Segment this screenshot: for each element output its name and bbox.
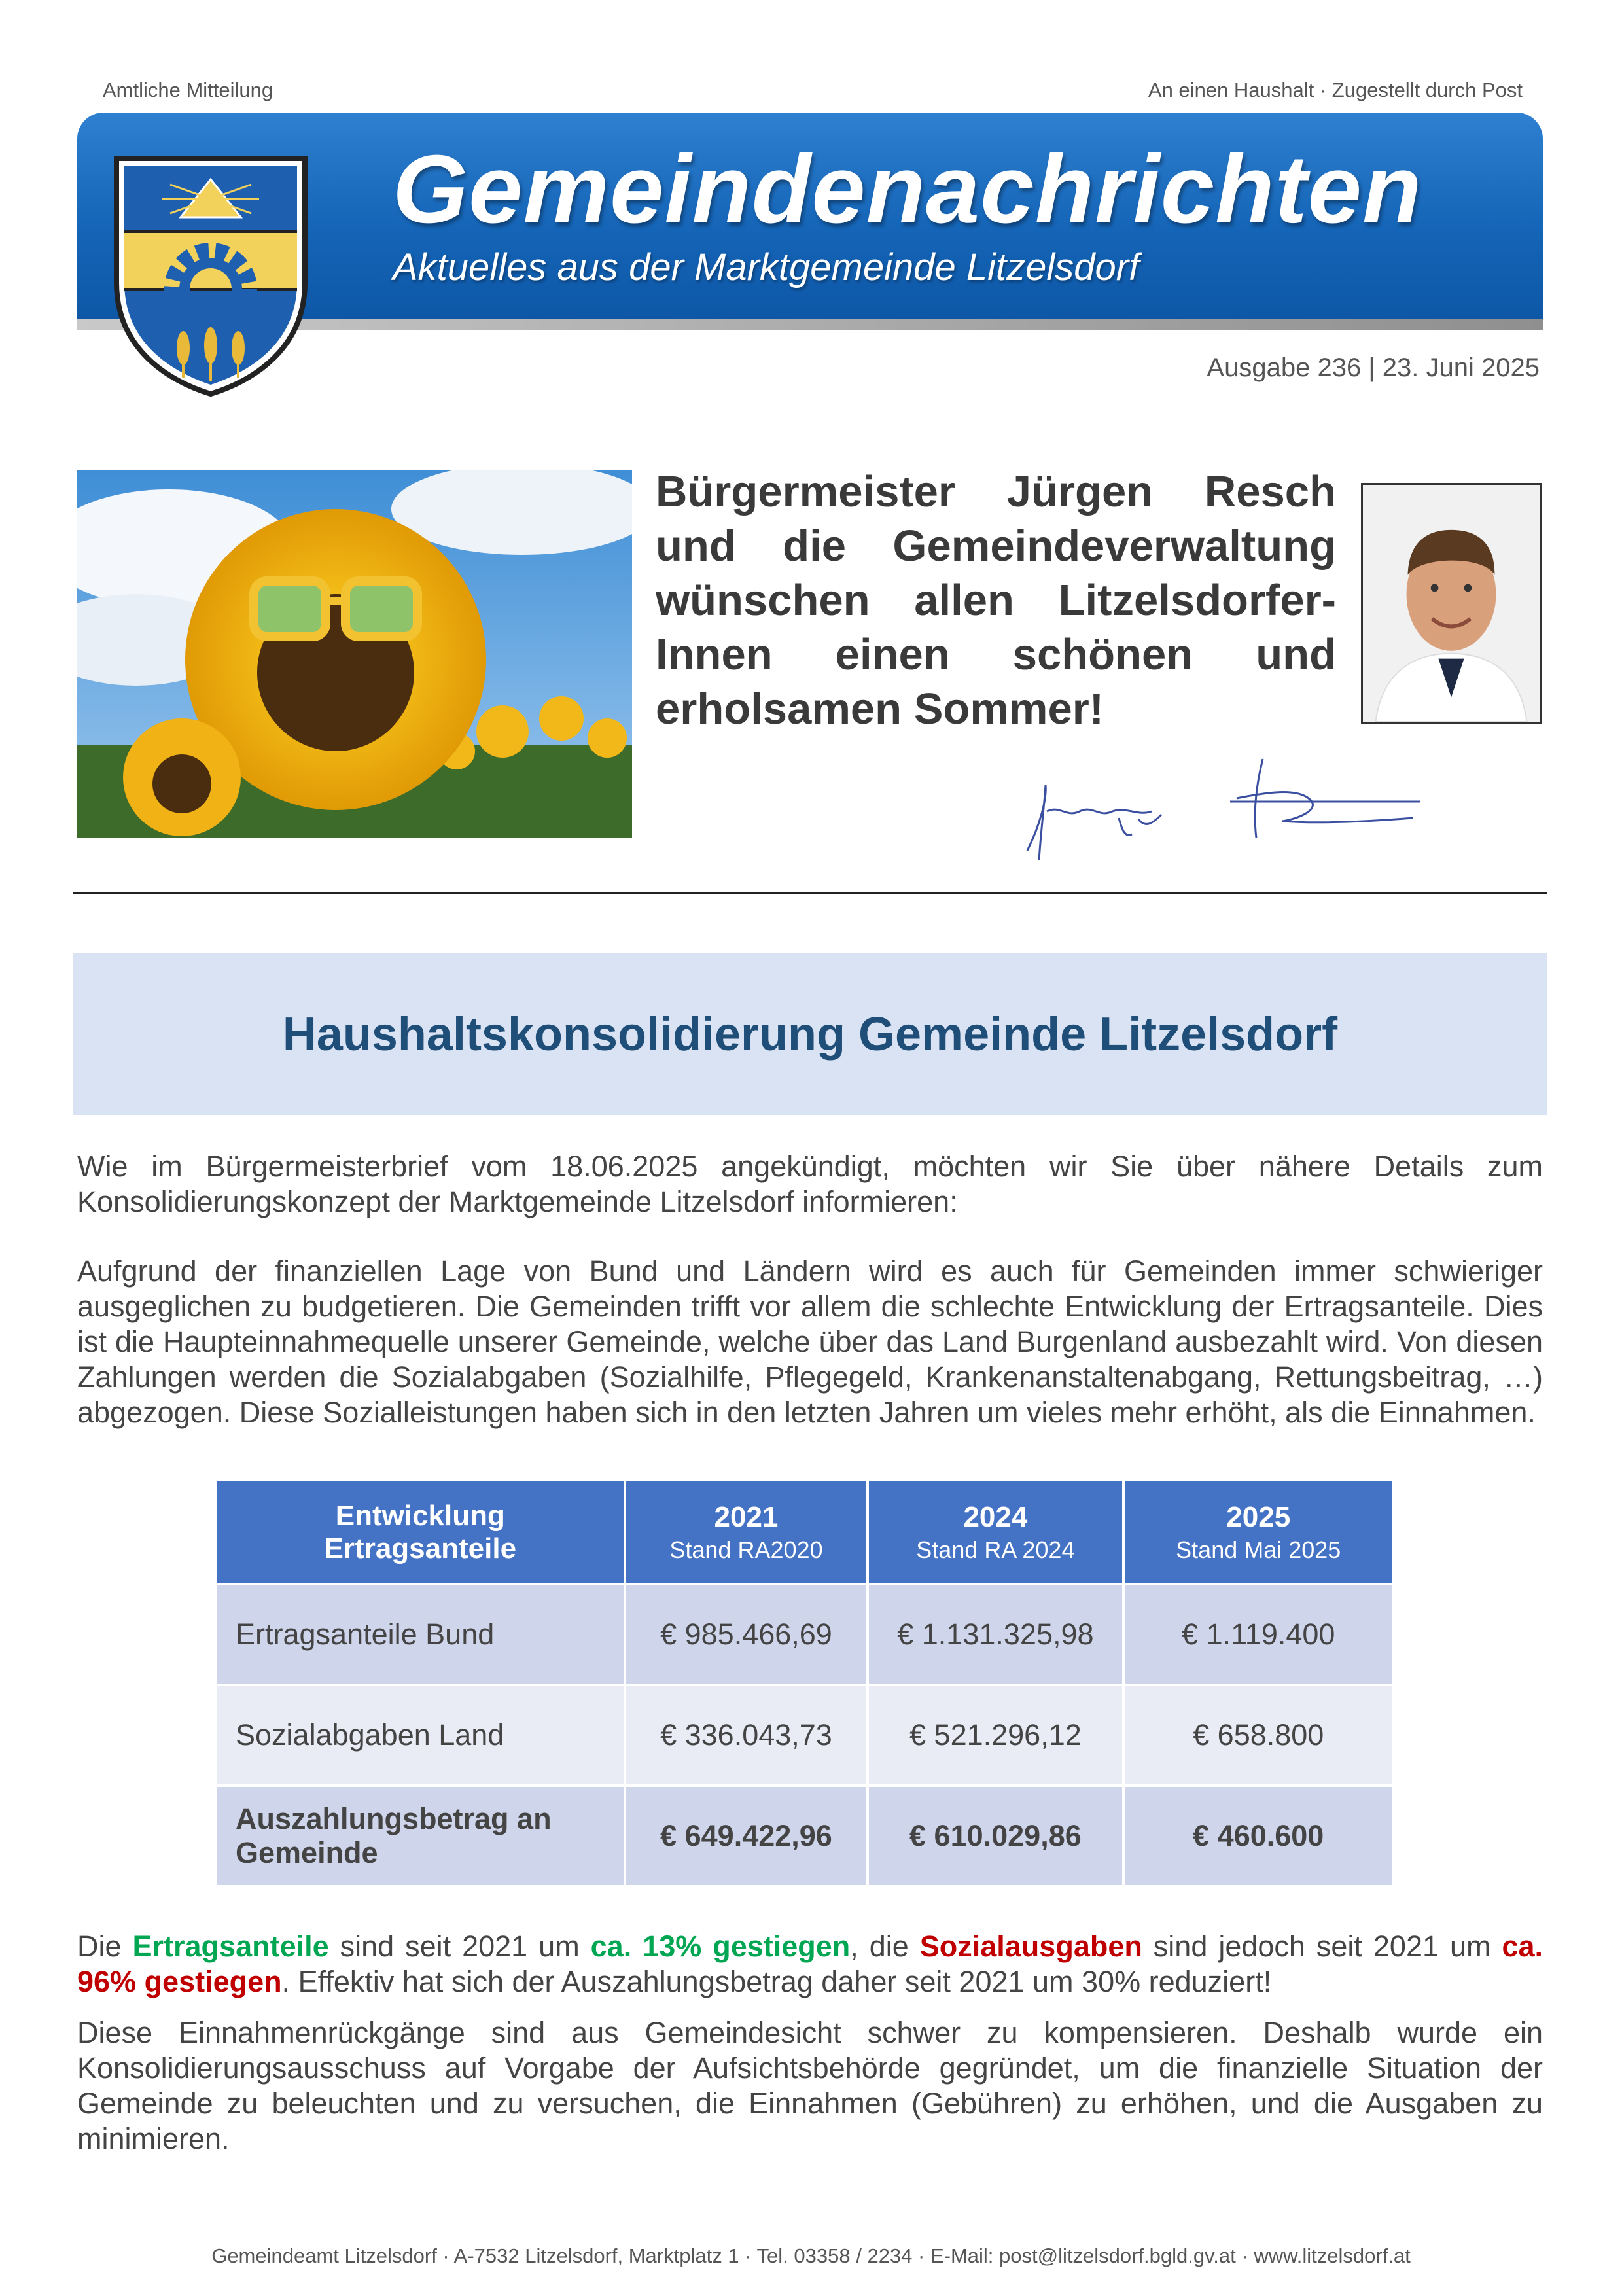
summary-paragraph: Die Ertragsanteile sind seit 2021 um ca. 13% gestiegen, die Sozialausgaben sind jedoch seit 2021 um ca. 96% gestiegen. Effektiv hat sich der Auszahlungsbetrag daher seit 2021 um 30% reduziert!	[77, 1930, 1543, 1998]
row-label: Sozialabgaben Land	[216, 1685, 625, 1786]
table-cell: € 336.043,73	[625, 1685, 868, 1786]
mayor-greeting: Bürgermeister Jürgen Resch und die Gemeindeverwaltung wünschen allen Litzelsdorfer-Innen einen schönen und erholsamen Sommer!	[656, 467, 1336, 733]
table-header-2025: 2025 Stand Mai 2025	[1123, 1480, 1394, 1584]
coat-of-arms-icon	[110, 152, 311, 398]
keyword-sozialausgaben: Sozialausgaben	[919, 1930, 1142, 1963]
row-label: Ertragsanteile Bund	[216, 1584, 625, 1685]
table-cell: € 649.422,96	[625, 1786, 868, 1886]
row-label: Auszahlungsbetrag an Gemeinde	[216, 1786, 625, 1886]
keyword-increase-13: ca. 13% gestiegen	[590, 1930, 851, 1963]
newsletter-title: Gemeindenachrichten	[393, 135, 1422, 243]
issue-date: Ausgabe 236 | 23. Juni 2025	[1207, 353, 1540, 382]
table-cell: € 658.800	[1123, 1685, 1394, 1786]
delivery-note: An einen Haushalt · Zugestellt durch Post	[1148, 79, 1523, 101]
keyword-increase-96: ca. 96% gestiegen	[77, 1930, 1543, 1998]
table-cell: € 521.296,12	[868, 1685, 1123, 1786]
table-cell: € 1.119.400	[1123, 1584, 1394, 1685]
intro-paragraph: Wie im Bürgermeisterbrief vom 18.06.2025 angekündigt, möchten wir Sie über nähere Details zum Konsolidierungskonzept der Marktgemeinde Litzelsdorf informieren:	[77, 1150, 1543, 1218]
table-row	[216, 1685, 1394, 1786]
table-cell: € 985.466,69	[625, 1584, 868, 1685]
context-paragraph: Aufgrund der finanziellen Lage von Bund und Ländern wird es auch für Gemeinden immer schwieriger ausgeglichen zu budgetieren. Die Gemeinden trifft vor allem die schlechte Entwicklung der Ertragsanteile. Dies ist die Haupteinnahmequelle unserer Gemeinde, welche über das Land Burgenland ausbezahlt wird. Von diesen Zahlungen werden die Sozialabgaben (Sozialhilfe, Pflegegeld, Krankenanstaltenabgang, Rettungsbeitrag, …) abgezogen. Diese Sozialleistungen haben sich in den letzten Jahren um vieles mehr erhöht, als die Einnahmen.	[77, 1254, 1543, 1429]
divider	[73, 892, 1547, 894]
table-cell: € 610.029,86	[868, 1786, 1123, 1886]
newsletter-subtitle: Aktuelles aus der Marktgemeinde Litzelsdorf	[393, 246, 1140, 289]
sunflower-photo	[77, 470, 632, 838]
keyword-ertragsanteile: Ertragsanteile	[132, 1930, 329, 1963]
official-notice-label: Amtliche Mitteilung	[103, 79, 273, 101]
table-cell: € 1.131.325,98	[868, 1584, 1123, 1685]
mayor-signature	[1021, 746, 1426, 870]
table-row-total	[216, 1786, 1394, 1886]
table-cell: € 460.600	[1123, 1786, 1394, 1886]
footer-contact: Gemeindeamt Litzelsdorf · A-7532 Litzelsdorf, Marktplatz 1 · Tel. 03358 / 2234 · E-Mail: post@litzelsdorf.bgld.gv.at · www.litzelsdorf.at	[211, 2244, 1411, 2267]
table-header-2021: 2021 Stand RA2020	[625, 1480, 868, 1584]
mayor-portrait	[1361, 483, 1542, 724]
closing-paragraph: Diese Einnahmenrückgänge sind aus Gemeindesicht schwer zu kompensieren. Deshalb wurde ein Konsolidierungsausschuss auf Vorgabe der Aufsichtsbehörde gegründet, um die finanzielle Situation der Gemeinde zu beleuchten und zu versuchen, die Einnahmen (Gebühren) zu erhöhen, und die Ausgaben zu minimieren.	[77, 2016, 1543, 2155]
table-row	[216, 1584, 1394, 1685]
table-header-row	[216, 1480, 1394, 1584]
section-title: Haushaltskonsolidierung Gemeinde Litzelsdorf	[282, 1008, 1338, 1061]
table-header-label: Entwicklung Ertragsanteile	[216, 1480, 625, 1584]
revenue-table	[215, 1479, 1395, 1888]
table-header-2024: 2024 Stand RA 2024	[868, 1480, 1123, 1584]
